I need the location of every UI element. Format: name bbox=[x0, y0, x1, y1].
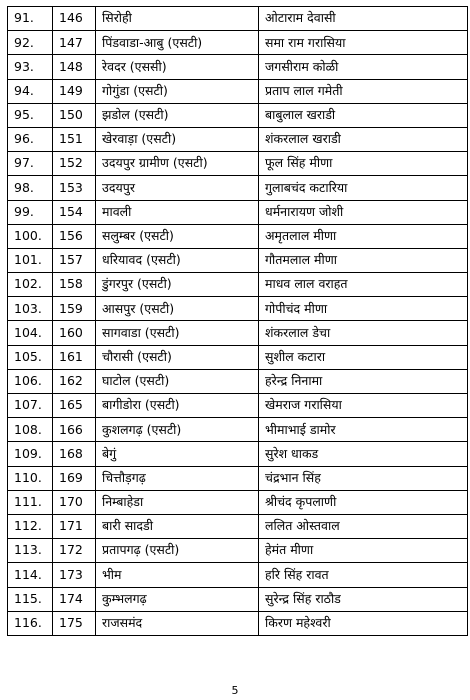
constituency-name-cell: खेरवाड़ा (एसटी) bbox=[96, 127, 259, 151]
candidate-name-cell: चंद्रभान सिंह bbox=[259, 466, 468, 490]
constituency-name-cell: बागीडोरा (एसटी) bbox=[96, 394, 259, 418]
table-row bbox=[8, 248, 468, 272]
constituency-name-cell: सिरोही bbox=[96, 7, 259, 31]
candidate-name-cell: अमृतलाल मीणा bbox=[259, 224, 468, 248]
serial-number-cell: 110. bbox=[8, 466, 53, 490]
constituency-number-cell: 147 bbox=[53, 31, 96, 55]
constituency-number-cell: 157 bbox=[53, 248, 96, 272]
constituency-number-cell: 154 bbox=[53, 200, 96, 224]
table-row bbox=[8, 418, 468, 442]
constituency-name-cell: रेवदर (एससी) bbox=[96, 55, 259, 79]
constituency-number-cell: 156 bbox=[53, 224, 96, 248]
table-row bbox=[8, 55, 468, 79]
serial-number-cell: 109. bbox=[8, 442, 53, 466]
candidate-name-cell: गुलाबचंद कटारिया bbox=[259, 176, 468, 200]
candidate-name-cell: ललित ओस्तवाल bbox=[259, 514, 468, 538]
constituency-number-cell: 169 bbox=[53, 466, 96, 490]
constituency-name-cell: सलुम्बर (एसटी) bbox=[96, 224, 259, 248]
candidate-name-cell: बाबुलाल खराडी bbox=[259, 103, 468, 127]
candidate-name-cell: ओटाराम देवासी bbox=[259, 7, 468, 31]
constituency-number-cell: 172 bbox=[53, 539, 96, 563]
candidate-table bbox=[7, 6, 468, 636]
table-row bbox=[8, 369, 468, 393]
serial-number-cell: 101. bbox=[8, 248, 53, 272]
table-row bbox=[8, 273, 468, 297]
serial-number-cell: 114. bbox=[8, 563, 53, 587]
constituency-number-cell: 161 bbox=[53, 345, 96, 369]
candidate-name-cell: फूल सिंह मीणा bbox=[259, 152, 468, 176]
candidate-table-body bbox=[8, 7, 468, 636]
serial-number-cell: 108. bbox=[8, 418, 53, 442]
constituency-number-cell: 166 bbox=[53, 418, 96, 442]
table-row bbox=[8, 539, 468, 563]
constituency-number-cell: 165 bbox=[53, 394, 96, 418]
candidate-name-cell: खेमराज गरासिया bbox=[259, 394, 468, 418]
constituency-name-cell: राजसमंद bbox=[96, 611, 259, 635]
candidate-name-cell: धर्मनारायण जोशी bbox=[259, 200, 468, 224]
candidate-name-cell: हेमंत मीणा bbox=[259, 539, 468, 563]
table-row bbox=[8, 31, 468, 55]
constituency-number-cell: 160 bbox=[53, 321, 96, 345]
table-row bbox=[8, 514, 468, 538]
serial-number-cell: 93. bbox=[8, 55, 53, 79]
table-row bbox=[8, 127, 468, 151]
constituency-name-cell: चौरासी (एसटी) bbox=[96, 345, 259, 369]
constituency-name-cell: पिंडवाडा-आबु (एसटी) bbox=[96, 31, 259, 55]
constituency-name-cell: भीम bbox=[96, 563, 259, 587]
serial-number-cell: 99. bbox=[8, 200, 53, 224]
table-row bbox=[8, 79, 468, 103]
constituency-number-cell: 174 bbox=[53, 587, 96, 611]
serial-number-cell: 96. bbox=[8, 127, 53, 151]
constituency-name-cell: डुंगरपुर (एसटी) bbox=[96, 273, 259, 297]
candidate-name-cell: गौतमलाल मीणा bbox=[259, 248, 468, 272]
serial-number-cell: 116. bbox=[8, 611, 53, 635]
constituency-name-cell: कुम्भलगढ़ bbox=[96, 587, 259, 611]
table-row bbox=[8, 224, 468, 248]
table-row bbox=[8, 7, 468, 31]
constituency-number-cell: 170 bbox=[53, 490, 96, 514]
candidate-name-cell: श्रीचंद कृपलाणी bbox=[259, 490, 468, 514]
table-row bbox=[8, 200, 468, 224]
constituency-name-cell: झडोल (एसटी) bbox=[96, 103, 259, 127]
constituency-number-cell: 149 bbox=[53, 79, 96, 103]
candidate-name-cell: शंकरलाल डेचा bbox=[259, 321, 468, 345]
constituency-number-cell: 153 bbox=[53, 176, 96, 200]
constituency-number-cell: 151 bbox=[53, 127, 96, 151]
constituency-number-cell: 150 bbox=[53, 103, 96, 127]
candidate-name-cell: हरि सिंह रावत bbox=[259, 563, 468, 587]
candidate-name-cell: शंकरलाल खराडी bbox=[259, 127, 468, 151]
constituency-number-cell: 171 bbox=[53, 514, 96, 538]
serial-number-cell: 104. bbox=[8, 321, 53, 345]
constituency-name-cell: बारी सादडी bbox=[96, 514, 259, 538]
table-row bbox=[8, 466, 468, 490]
constituency-number-cell: 175 bbox=[53, 611, 96, 635]
table-row bbox=[8, 152, 468, 176]
table-row bbox=[8, 345, 468, 369]
constituency-name-cell: कुशलगढ़ (एसटी) bbox=[96, 418, 259, 442]
serial-number-cell: 94. bbox=[8, 79, 53, 103]
serial-number-cell: 115. bbox=[8, 587, 53, 611]
serial-number-cell: 91. bbox=[8, 7, 53, 31]
table-row bbox=[8, 176, 468, 200]
serial-number-cell: 111. bbox=[8, 490, 53, 514]
table-row bbox=[8, 297, 468, 321]
candidate-name-cell: भीमाभाई डामोर bbox=[259, 418, 468, 442]
candidate-name-cell: किरण महेश्वरी bbox=[259, 611, 468, 635]
serial-number-cell: 98. bbox=[8, 176, 53, 200]
table-row bbox=[8, 394, 468, 418]
candidate-name-cell: गोपीचंद मीणा bbox=[259, 297, 468, 321]
table-row bbox=[8, 611, 468, 635]
table-row bbox=[8, 321, 468, 345]
constituency-name-cell: उदयपुर bbox=[96, 176, 259, 200]
serial-number-cell: 113. bbox=[8, 539, 53, 563]
candidate-name-cell: हरेन्द्र निनामा bbox=[259, 369, 468, 393]
candidate-name-cell: सुरेन्द्र सिंह राठौड bbox=[259, 587, 468, 611]
candidate-name-cell: माधव लाल वराहत bbox=[259, 273, 468, 297]
serial-number-cell: 107. bbox=[8, 394, 53, 418]
serial-number-cell: 95. bbox=[8, 103, 53, 127]
constituency-number-cell: 148 bbox=[53, 55, 96, 79]
serial-number-cell: 106. bbox=[8, 369, 53, 393]
candidate-name-cell: सुरेश धाकड bbox=[259, 442, 468, 466]
constituency-name-cell: घाटोल (एसटी) bbox=[96, 369, 259, 393]
serial-number-cell: 102. bbox=[8, 273, 53, 297]
constituency-name-cell: गोगुंडा (एसटी) bbox=[96, 79, 259, 103]
constituency-name-cell: प्रतापगढ़ (एसटी) bbox=[96, 539, 259, 563]
constituency-name-cell: उदयपुर ग्रामीण (एसटी) bbox=[96, 152, 259, 176]
serial-number-cell: 103. bbox=[8, 297, 53, 321]
candidate-name-cell: समा राम गरासिया bbox=[259, 31, 468, 55]
serial-number-cell: 112. bbox=[8, 514, 53, 538]
candidate-name-cell: जगसीराम कोळी bbox=[259, 55, 468, 79]
table-row bbox=[8, 587, 468, 611]
candidate-name-cell: प्रताप लाल गमेती bbox=[259, 79, 468, 103]
constituency-name-cell: मावली bbox=[96, 200, 259, 224]
constituency-name-cell: निम्बाहेडा bbox=[96, 490, 259, 514]
constituency-number-cell: 162 bbox=[53, 369, 96, 393]
constituency-number-cell: 173 bbox=[53, 563, 96, 587]
serial-number-cell: 100. bbox=[8, 224, 53, 248]
constituency-name-cell: सागवाडा (एसटी) bbox=[96, 321, 259, 345]
constituency-name-cell: बेगुं bbox=[96, 442, 259, 466]
page-number: 5 bbox=[231, 684, 239, 697]
constituency-number-cell: 152 bbox=[53, 152, 96, 176]
constituency-name-cell: आसपुर (एसटी) bbox=[96, 297, 259, 321]
serial-number-cell: 97. bbox=[8, 152, 53, 176]
candidate-name-cell: सुशील कटारा bbox=[259, 345, 468, 369]
serial-number-cell: 105. bbox=[8, 345, 53, 369]
table-row bbox=[8, 442, 468, 466]
constituency-number-cell: 168 bbox=[53, 442, 96, 466]
constituency-number-cell: 158 bbox=[53, 273, 96, 297]
table-row bbox=[8, 103, 468, 127]
constituency-number-cell: 159 bbox=[53, 297, 96, 321]
constituency-name-cell: चित्तौड़गढ़ bbox=[96, 466, 259, 490]
serial-number-cell: 92. bbox=[8, 31, 53, 55]
constituency-number-cell: 146 bbox=[53, 7, 96, 31]
table-row bbox=[8, 563, 468, 587]
constituency-name-cell: धरियावद (एसटी) bbox=[96, 248, 259, 272]
table-row bbox=[8, 490, 468, 514]
